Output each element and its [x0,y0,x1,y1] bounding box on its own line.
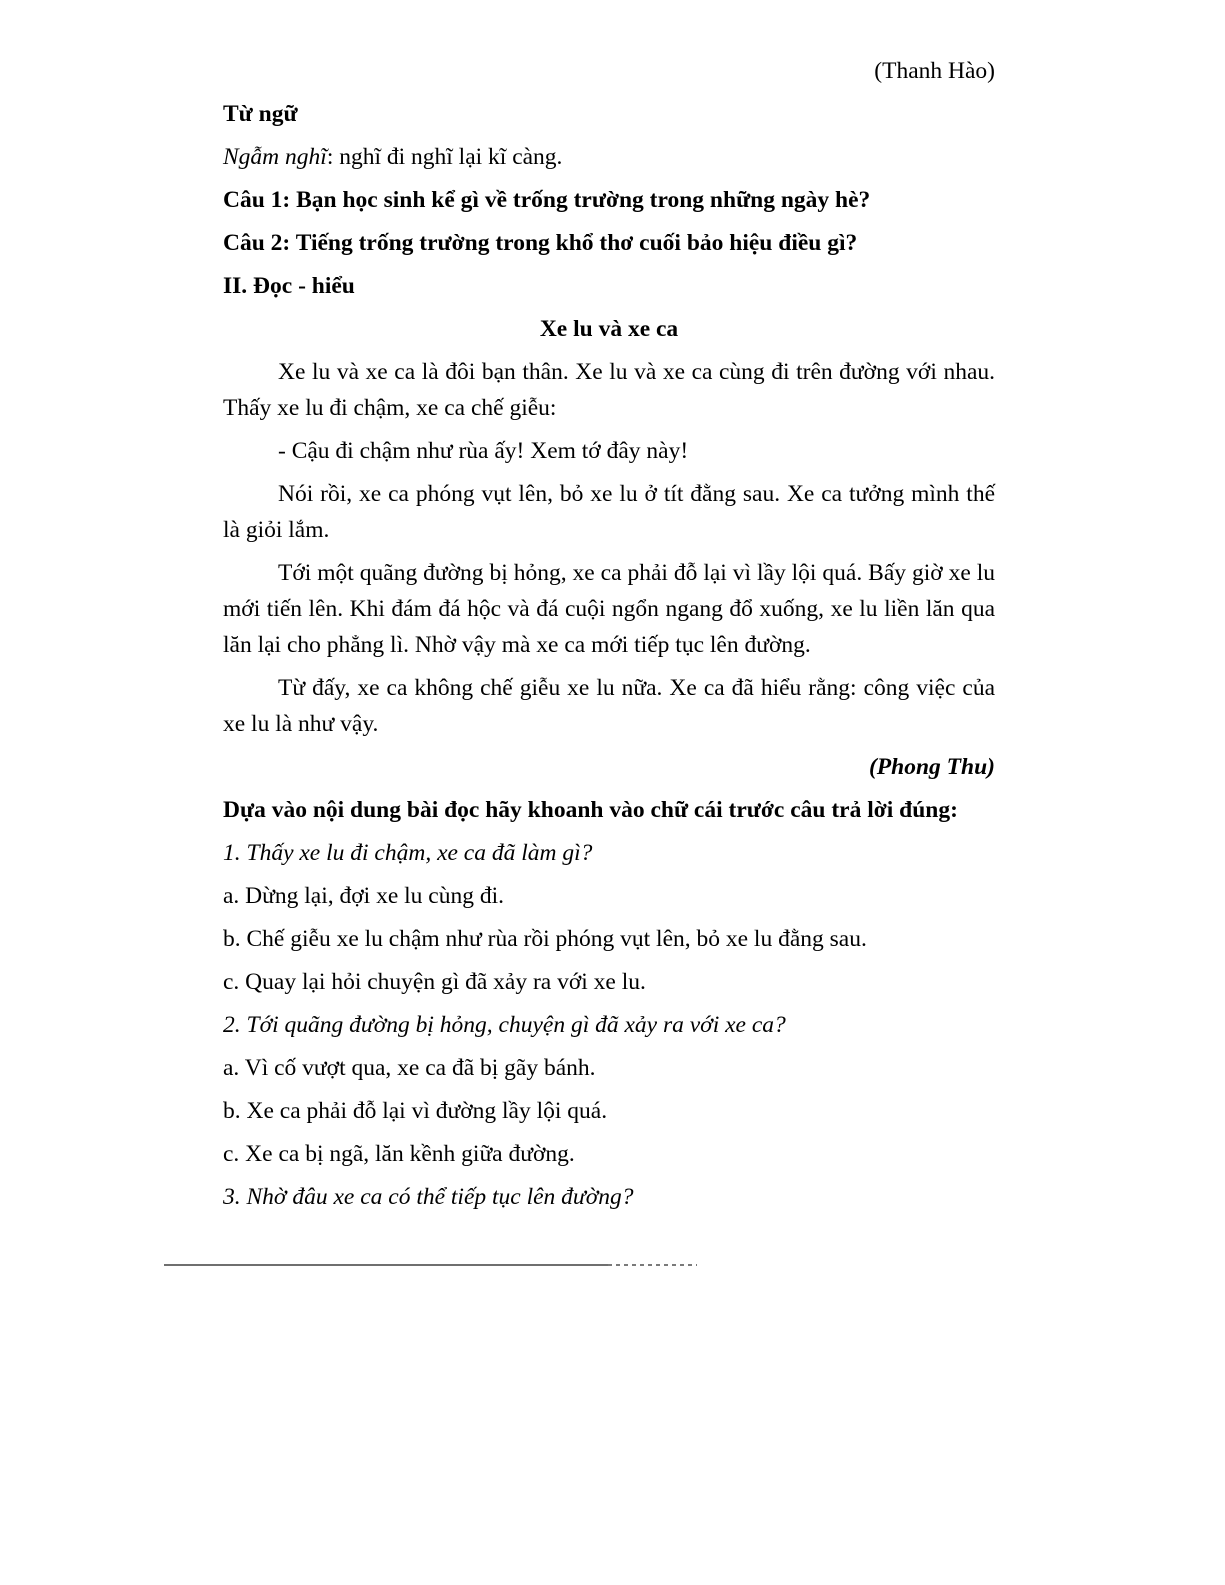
quiz-question-2: 2. Tới quãng đường bị hỏng, chuyện gì đã xảy ra với xe ca? [223,1012,786,1038]
document-content [223,53,995,1222]
quiz-option-1b: b. Chế giễu xe lu chậm như rùa rồi phóng vụt lên, bỏ xe lu đằng sau. [223,926,867,952]
quiz-option-1c: c. Quay lại hỏi chuyện gì đã xảy ra với xe lu. [223,969,646,995]
reading-dialogue-line: - Cậu đi chậm như rùa ấy! Xem tớ đây này! [278,438,689,464]
comprehension-question-2: Câu 2: Tiếng trống trường trong khổ thơ cuối bảo hiệu điều gì? [223,230,858,256]
reading-paragraph: Tới một quãng đường bị hỏng, xe ca phải đỗ lại vì lầy lội quá. Bấy giờ xe lu mới tiến lên. Khi đám đá hộc và đá cuội ngổn ngang đổ xuống, xe lu liền lăn qua lăn lại cho phẳng lì. Nhờ vậy mà xe ca mới tiếp tục lên đường. [223,560,995,658]
quiz-option-2a: a. Vì cố vượt qua, xe ca đã bị gãy bánh. [223,1055,596,1081]
reading-paragraph: Xe lu và xe ca là đôi bạn thân. Xe lu và xe ca cùng đi trên đường với nhau. Thấy xe lu đi chậm, xe ca chế giễu: [223,359,995,421]
quiz-question-1: 1. Thấy xe lu đi chậm, xe ca đã làm gì? [223,840,593,866]
reading-author-credit: (Phong Thu) [868,754,995,780]
vocab-entry [223,139,995,175]
vocab-term: Ngẫm nghĩ [223,144,327,170]
reading-paragraph: Nói rồi, xe ca phóng vụt lên, bỏ xe lu ở tít đằng sau. Xe ca tưởng mình thế là giỏi lắm. [223,481,995,543]
quiz-instruction: Dựa vào nội dung bài đọc hãy khoanh vào chữ cái trước câu trả lời đúng: [223,797,958,823]
quiz-question-3: 3. Nhờ đâu xe ca có thể tiếp tục lên đường? [223,1184,634,1210]
comprehension-question-1: Câu 1: Bạn học sinh kể gì về trống trường trong những ngày hè? [223,187,871,213]
quiz-option-2b: b. Xe ca phải đỗ lại vì đường lầy lội quá. [223,1098,608,1124]
separator-line-dashed-end [608,1264,697,1266]
reading-paragraph: Từ đấy, xe ca không chế giễu xe lu nữa. Xe ca đã hiểu rằng: công việc của xe lu là như vậy. [223,675,995,737]
vocab-definition: : nghĩ đi nghĩ lại kĩ càng. [326,144,563,170]
reading-title: Xe lu và xe ca [539,316,679,342]
author-credit: (Thanh Hào) [874,58,995,84]
vocab-heading: Từ ngữ [223,101,298,127]
separator-line [164,1264,608,1266]
section-heading: II. Đọc - hiểu [223,273,355,299]
quiz-option-2c: c. Xe ca bị ngã, lăn kềnh giữa đường. [223,1141,575,1167]
quiz-option-1a: a. Dừng lại, đợi xe lu cùng đi. [223,883,505,909]
